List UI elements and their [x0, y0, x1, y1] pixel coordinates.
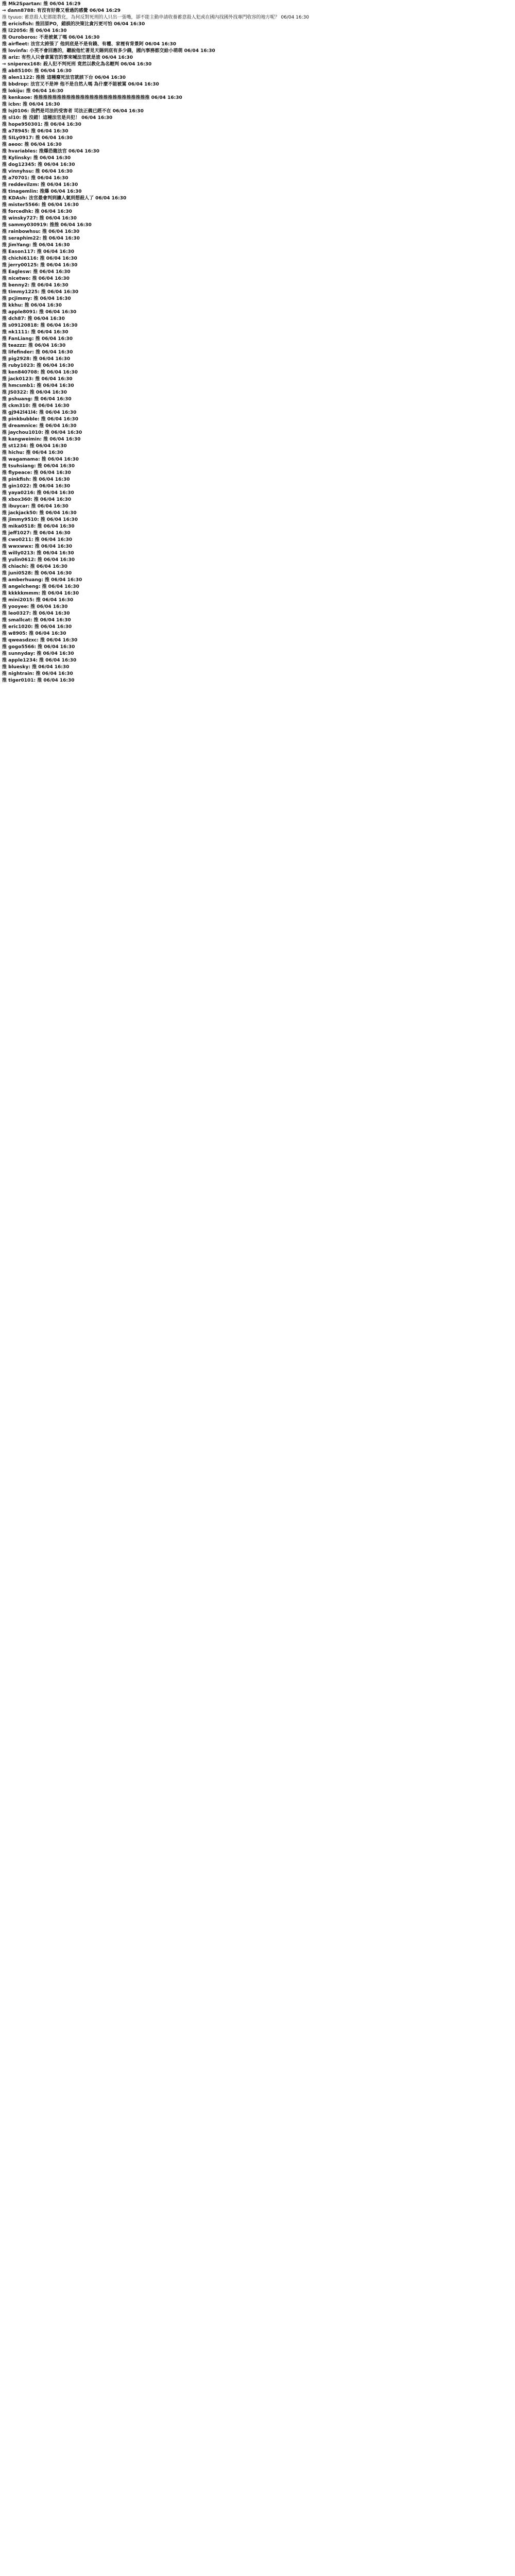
- comment-line: 推 seraphim22: 推 06/04 16:30: [2, 236, 80, 241]
- comment-line: 推 cwo0211: 推 06/04 16:30: [2, 537, 72, 543]
- comment-line: 推 aeoo: 推 06/04 16:30: [2, 142, 62, 147]
- comment-line: 推 wagamama: 推 06/04 16:30: [2, 457, 79, 462]
- comment-line: 推 pcjimmy: 推 06/04 16:30: [2, 296, 71, 301]
- comment-line: 推 ruby1023: 推 06/04 16:30: [2, 363, 74, 368]
- comment-line: 推 sunnyday: 推 06/04 16:30: [2, 651, 74, 656]
- comment-line: 推 yaya0216: 推 06/04 16:30: [2, 490, 74, 496]
- comment-line: 推 amberhuang: 推 06/04 16:30: [2, 578, 82, 583]
- comment-line: 推 tiger0101: 推 06/04 16:30: [2, 678, 75, 683]
- comment-line: 推 nightrain: 推 06/04 16:30: [2, 671, 73, 676]
- comment-line: 推 vinnyhsu: 推 06/04 16:30: [2, 169, 73, 174]
- comment-line: 推 FanLiang: 推 06/04 16:30: [2, 336, 73, 342]
- comment-line: 推 benny2: 推 06/04 16:30: [2, 283, 68, 288]
- comment-line: 推 jeff1027: 推 06/04 16:30: [2, 531, 71, 536]
- comment-line: 推 Kylinsky: 推 06/04 16:30: [2, 156, 71, 161]
- comment-line: 推 dch87: 推 06/04 16:30: [2, 316, 65, 321]
- comment-line: 推 winsky727: 推 06/04 16:30: [2, 216, 77, 221]
- comment-line: 推 willy0213: 推 06/04 16:30: [2, 551, 74, 556]
- comment-line: → dann8788: 有沒有好像又看過的感覺 06/04 16:29: [2, 8, 121, 13]
- comment-line: 推 jackjack50: 推 06/04 16:30: [2, 511, 77, 516]
- comment-line: 推 nicetwo: 推 06/04 16:30: [2, 276, 70, 281]
- comment-line: 推 yooyee: 推 06/04 16:30: [2, 604, 68, 609]
- comment-line: 推 airfleet: 法官太誇張了 他到底是不是有錢、有權、家裡有背景阿 06/04 16:30: [2, 42, 177, 47]
- comment-line: 推 chiachi: 推 06/04 16:30: [2, 564, 67, 569]
- comment-line: 推 teazzz: 推 06/04 16:30: [2, 343, 66, 348]
- comment-line: 推 JS0322: 推 06/04 16:30: [2, 390, 67, 395]
- comment-line: 推 hvariables: 推爆恐龍法官 06/04 16:30: [2, 149, 100, 154]
- comment-line: 推 hichu: 推 06/04 16:30: [2, 450, 63, 455]
- comment-line: 推 juni0528: 推 06/04 16:30: [2, 571, 72, 576]
- comment-line: 推 tinagemlin: 推爆 06/04 16:30: [2, 189, 82, 194]
- comment-line: 推 nk1111: 推 06/04 16:30: [2, 330, 68, 335]
- comment-line: 推 pinkbubble: 推 06/04 16:30: [2, 417, 78, 422]
- comment-line: 推 gogo5566: 推 06/04 16:30: [2, 645, 75, 650]
- comment-line: 推 jimmy9510: 推 06/04 16:30: [2, 517, 78, 522]
- comment-line: 推 kkhu: 推 06/04 16:30: [2, 303, 62, 308]
- comment-line: 推 ariz: 有些人只會拿罵官的事來喊法官就是渣 06/04 16:30: [2, 55, 133, 60]
- comment-line: 推 sammy030919: 推推 06/04 16:30: [2, 223, 92, 228]
- comment-line: 推 pinkfish: 推 06/04 16:30: [2, 477, 70, 482]
- comment-line: 推 l22056: 推 06/04 16:30: [2, 28, 67, 33]
- comment-line: 推 angelcheng: 推 06/04 16:30: [2, 584, 79, 589]
- comment-line: 推 tsuhsiang: 推 06/04 16:30: [2, 464, 75, 469]
- comment-line: 推 wwxwwx: 推 06/04 16:30: [2, 544, 72, 549]
- comment-line: 推 w8905: 推 06/04 16:30: [2, 631, 66, 636]
- comment-line: 推 ken840708: 推 06/04 16:30: [2, 370, 78, 375]
- comment-line: 推 bbdrop: 法官又不是神 他不是自然人嗎 為什麼不能被罵 06/04 16:30: [2, 82, 159, 87]
- comment-line: 推 tyuuo: 蓄意殺人犯都能教化，為何反對死刑的人只出一張嘴，卻不能主動申請收養蓄意殺人犯或在國內找國外找專門收容的地方呢？ 06/04 16:30: [2, 15, 310, 20]
- comment-line: 推 a78945: 推 06/04 16:30: [2, 129, 68, 134]
- comment-line: 推 timmy1225: 推 06/04 16:30: [2, 290, 79, 295]
- comment-line: 推 s09120818: 推 06/04 16:30: [2, 323, 78, 328]
- comment-line: 推 pshuang: 推 06/04 16:30: [2, 397, 72, 402]
- comment-line: 推 lovinfa: 小英不會回應的，聽說他忙著見天賜到底有多少錢，國內事務都交給小萌萌 06/04 16:30: [2, 48, 215, 54]
- comment-line: 推 dog12345: 推 06/04 16:30: [2, 162, 75, 167]
- comment-line: 推 JimYang: 推 06/04 16:30: [2, 243, 70, 248]
- comment-line: 推 jerry00125: 推 06/04 16:30: [2, 263, 78, 268]
- comment-line: 推 eric1020: 推 06/04 16:30: [2, 624, 72, 630]
- comment-line: 推 jaychou1010: 推 06/04 16:30: [2, 430, 82, 435]
- comment-line: 推 kangweimin: 推 06/04 16:30: [2, 437, 81, 442]
- comment-line: 推 rainbowhsu: 推 06/04 16:30: [2, 229, 80, 234]
- comment-line: 推 pig2928: 推 06/04 16:30: [2, 357, 71, 362]
- comment-line: 推 apple8091: 推 06/04 16:30: [2, 310, 77, 315]
- comment-log: [0, 0, 515, 684]
- comment-line: 推 lifefinder: 推 06/04 16:30: [2, 350, 73, 355]
- comment-line: 推 Eason117: 推 06/04 16:30: [2, 249, 75, 255]
- comment-line: 推 sl10: 推 沒錯！這種法官是共犯！ 06/04 16:30: [2, 115, 113, 121]
- comment-line: 推 ericisfish: 推回原PO，錯誤的決策比貪污更可怕 06/04 16:30: [2, 22, 145, 27]
- comment-line: 推 a70701: 推 06/04 16:30: [2, 176, 68, 181]
- comment-line: 推 xbox360: 推 06/04 16:30: [2, 497, 72, 502]
- comment-line: 推 gin1022: 推 06/04 16:30: [2, 484, 71, 489]
- comment-line: 推 mini2015: 推 06/04 16:30: [2, 598, 74, 603]
- comment-line: 推 KDAsh: 法官最會判到讓人氣到想殺人了 06/04 16:30: [2, 196, 127, 201]
- comment-line: 推 lokiju: 推 06/04 16:30: [2, 89, 63, 94]
- comment-line: 推 Eaglesw: 推 06/04 16:30: [2, 269, 71, 275]
- comment-line: 推 SILy0917: 推 06/04 16:30: [2, 135, 73, 141]
- comment-line: 推 dreamnice: 推 06/04 16:30: [2, 423, 77, 429]
- comment-line: 推 icbn: 推 06/04 16:30: [2, 102, 60, 107]
- comment-line: 推 ckm310: 推 06/04 16:30: [2, 403, 70, 409]
- comment-line: → sniperex168: 殺人犯不判死刑 竟然以教化為名輕判 06/04 16:30: [2, 62, 152, 67]
- comment-line: 推 jack0123: 推 06/04 16:30: [2, 377, 73, 382]
- comment-line: 推 mika0518: 推 06/04 16:30: [2, 524, 75, 529]
- comment-line: 推 hope950301: 推 06/04 16:30: [2, 122, 81, 127]
- comment-line: 推 Mk2Spartan: 推 06/04 16:29: [2, 2, 81, 7]
- comment-line: 推 ab85100: 推 06/04 16:30: [2, 69, 72, 74]
- comment-line: 推 bluesky: 推 06/04 16:30: [2, 665, 70, 670]
- comment-line: 推 forcedhk: 推 06/04 16:30: [2, 209, 72, 214]
- comment-line: 推 kkkkkmmm: 推 06/04 16:30: [2, 591, 79, 596]
- comment-line: 推 ibuycar: 推 06/04 16:30: [2, 504, 68, 509]
- comment-line: 推 reddevilzm: 推 06/04 16:30: [2, 182, 78, 188]
- comment-line: 推 gj942l41l4: 推 06/04 16:30: [2, 410, 77, 415]
- comment-line: 推 mister5566: 推 06/04 16:30: [2, 202, 79, 208]
- comment-line: 推 flypeace: 推 06/04 16:30: [2, 470, 71, 476]
- comment-line: 推 lsj0106: 我們是司法的受害者 司法正義已經不在 06/04 16:30: [2, 109, 144, 114]
- comment-line: 推 leo0327: 推 06/04 16:30: [2, 611, 70, 616]
- comment-line: 推 Ouroboros: 不是被氣了嗎 06/04 16:30: [2, 35, 100, 40]
- comment-line: 推 apple1234: 推 06/04 16:30: [2, 658, 77, 663]
- comment-line: 推 smallcat: 推 06/04 16:30: [2, 618, 71, 623]
- comment-line: 推 yulin0612: 推 06/04 16:30: [2, 557, 75, 563]
- comment-line: 推 kenkaoe: 推推推推推推推推推推推推推推推推推推推推推推推推推 06/04 16:30: [2, 95, 182, 100]
- comment-line: 推 alen1122: 推推 這種廢死法官就該下台 06/04 16:30: [2, 75, 126, 80]
- comment-line: 推 hmcsmb1: 推 06/04 16:30: [2, 383, 74, 388]
- comment-line: 推 qweasdzxc: 推 06/04 16:30: [2, 638, 78, 643]
- comment-line: 推 st1234: 推 06/04 16:30: [2, 444, 67, 449]
- comment-line: 推 chichi6116: 推 06/04 16:30: [2, 256, 77, 261]
